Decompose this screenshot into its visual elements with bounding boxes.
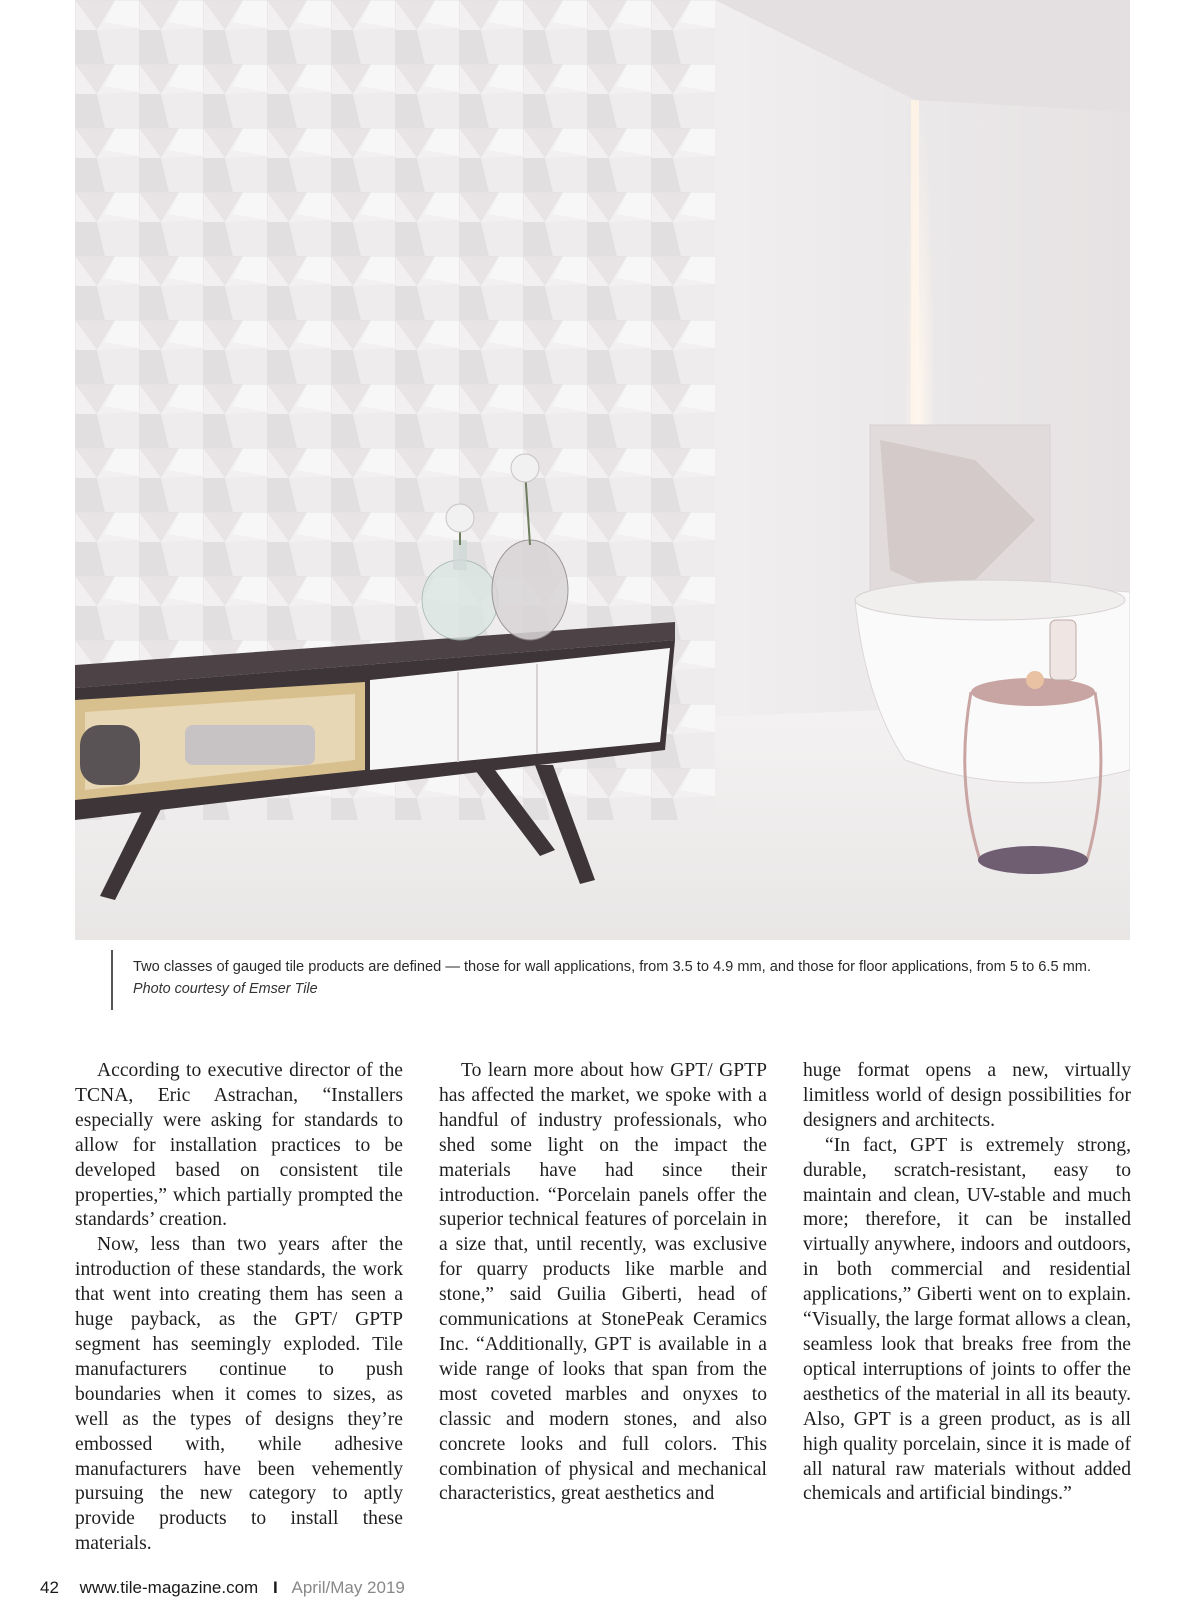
article-paragraph: To learn more about how GPT/ GPTP has affected the market, we spoke with a handful of industry professionals, who shed some light on the impact the materials have had since their introduction. “Porcelain panels offer the superior technical features of porcelain in a size that, until recently, was exclusive for quarry products like marble and stone,” said Guilia Giberti, head of communications at StonePeak Ceramics Inc. “Additionally, GPT is available in a wide range of looks that span from the most coveted marbles and onyxes to classic and modern stones, and also concrete looks and full colors. This combination of physical and mechanical characteristics, great aesthetics and — [439, 1060, 767, 1505]
bathroom-illustration — [75, 0, 1130, 940]
article-paragraph-continued: huge format opens a new, virtually limitless world of design possibilities for designers and architects. — [803, 1060, 1131, 1131]
article-column-3 — [803, 1059, 1131, 1507]
article-column-1 — [75, 1059, 403, 1557]
article-paragraph: According to executive director of the TCNA, Eric Astrachan, “Installers especially were asking for standards to allow for installation practices to be developed based on consistent tile properties,” which partially prompted the standards’ creation. — [75, 1060, 403, 1231]
bathroom-photo — [75, 0, 1130, 940]
page-footer — [40, 1578, 405, 1598]
article-column-2 — [439, 1059, 767, 1507]
caption-text: Two classes of gauged tile products are defined — those for wall applications, from 3.5 to 4.9 mm, and those for floor applications, from 5 to 6.5 mm. — [133, 959, 1091, 975]
article-paragraph: “In fact, GPT is extremely strong, durable, scratch-resistant, easy to maintain and clean, UV-stable and much more; therefore, it can be installed virtually anywhere, indoors and outdoors, in both commercial and residential applications,” Giberti went on to explain. “Visually, the large format allows a clean, seamless look that breaks free from the optical interruptions of joints to offer the aesthetics of the material in all its beauty. Also, GPT is a green product, as is all high quality porcelain, since it is made of all natural raw materials without added chemicals and artificial bindings.” — [803, 1134, 1131, 1505]
website-url: www.tile-magazine.com — [79, 1578, 259, 1597]
footer-separator: I — [272, 1578, 278, 1597]
photo-caption — [111, 950, 1141, 1010]
article-paragraph: Now, less than two years after the introduction of these standards, the work that went into creating them has seen a huge payback, as the GPT/ GPTP segment has seemingly exploded. Tile manufacturers continue to push boundaries when it comes to sizes, as well as the types of designs they’re embossed with, while adhesive manufacturers have been vehemently pursuing the new category to aptly provide products to install these materials. — [75, 1234, 403, 1555]
photo-credit: Photo courtesy of Emser Tile — [133, 981, 318, 997]
issue-date: April/May 2019 — [291, 1578, 405, 1597]
page-number: 42 — [40, 1578, 59, 1597]
